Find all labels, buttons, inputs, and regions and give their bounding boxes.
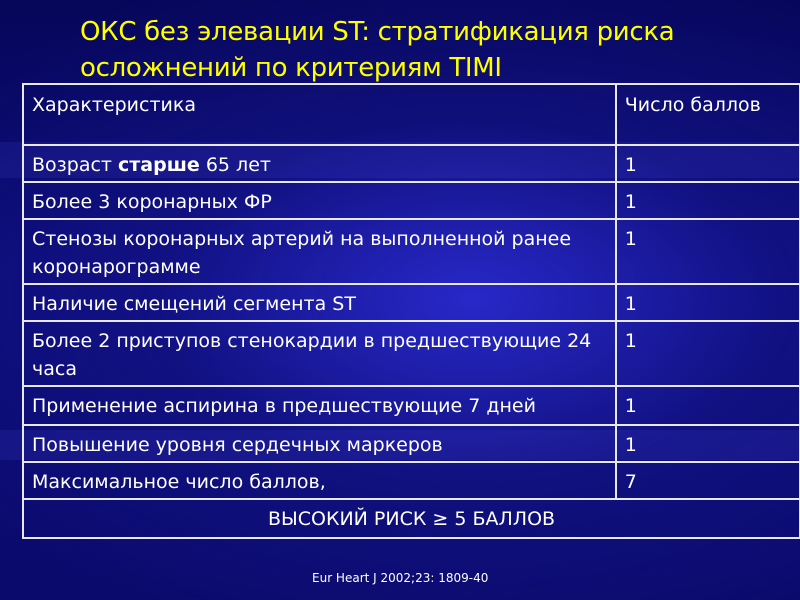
header-characteristic: Характеристика (23, 84, 616, 145)
criterion-cell: Применение аспирина в предшествующие 7 дней (23, 386, 616, 425)
table-row (23, 284, 800, 321)
table-header-row (23, 84, 800, 145)
criterion-emphasis: старше (118, 154, 200, 176)
score-cell: 1 (616, 219, 800, 284)
criterion-cell (23, 145, 616, 182)
table-row (23, 386, 800, 425)
table-row (23, 425, 800, 462)
high-risk-note: ВЫСОКИЙ РИСК ≥ 5 БАЛЛОВ (23, 499, 800, 538)
header-score: Число баллов (616, 84, 800, 145)
criterion-text: Возраст (32, 154, 119, 176)
table-row (23, 145, 800, 182)
timi-risk-table (22, 83, 800, 539)
score-cell: 1 (616, 386, 800, 425)
source-citation: Eur Heart J 2002;23: 1809-40 (312, 571, 489, 585)
criterion-cell: Более 3 коронарных ФР (23, 182, 616, 219)
table-row (23, 321, 800, 386)
criterion-cell: Стенозы коронарных артерий на выполненной ранее коронарограмме (23, 219, 616, 284)
criterion-cell: Более 2 приступов стенокардии в предшествующие 24 часа (23, 321, 616, 386)
table-footer-row (23, 499, 800, 538)
table-row (23, 462, 800, 499)
score-cell: 7 (616, 462, 800, 499)
criterion-text-tail: 65 лет (199, 154, 271, 176)
score-cell: 1 (616, 182, 800, 219)
table-row (23, 182, 800, 219)
criterion-cell: Повышение уровня сердечных маркеров (23, 425, 616, 462)
criterion-cell: Наличие смещений сегмента ST (23, 284, 616, 321)
criterion-cell: Максимальное число баллов, (23, 462, 616, 499)
score-cell: 1 (616, 284, 800, 321)
table-row (23, 219, 800, 284)
score-cell: 1 (616, 321, 800, 386)
slide-title: ОКС без элевации ST: стратификация риска осложнений по критериям TIMI (80, 17, 675, 83)
score-cell: 1 (616, 425, 800, 462)
score-cell: 1 (616, 145, 800, 182)
